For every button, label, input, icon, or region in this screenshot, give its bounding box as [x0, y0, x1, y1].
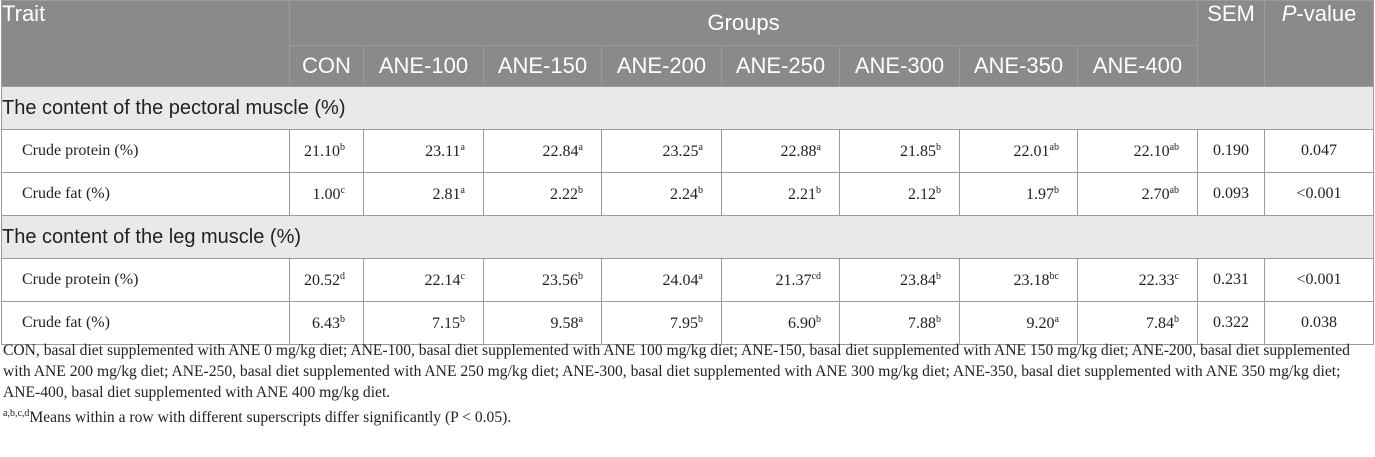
value-superscript: bc — [1049, 270, 1059, 282]
value-cell — [602, 302, 722, 345]
abbreviations-note: CON, basal diet supplemented with ANE 0 mg/kg diet; ANE-100, basal diet supplemented with ANE 100 mg/kg diet; ANE-150, basal diet supplemented with ANE 150 mg/kg diet; ANE-200, basal diet supplemented with ANE 200 mg/kg diet; ANE-250, basal diet supplemented with ANE 250 mg/kg diet; ANE-300, basal diet supplemented with ANE 300 mg/kg diet; ANE-350, basal diet supplemented with ANE 350 mg/kg diet; ANE-400, basal diet supplemented with ANE 400 mg/kg diet. — [3, 342, 1350, 401]
pvalue-cell: <0.001 — [1265, 259, 1374, 302]
value-number: 1.00 — [312, 185, 341, 203]
value-number: 6.43 — [312, 314, 340, 332]
value-cell — [602, 259, 722, 302]
value-superscript: b — [1174, 313, 1180, 325]
value-number: 7.88 — [908, 314, 936, 332]
pvalue-cell: 0.038 — [1265, 302, 1374, 345]
row-label: Crude fat (%) — [2, 173, 290, 216]
superscript-text: Means within a row with different superscripts differ significantly (P < 0.05). — [29, 409, 512, 426]
value-number: 23.11 — [425, 142, 461, 160]
section-row — [2, 87, 1374, 130]
footnotes — [3, 340, 1371, 428]
value-number: 22.88 — [780, 142, 817, 160]
value-cell — [602, 130, 722, 173]
pvalue-header — [1265, 1, 1374, 87]
value-number: 23.18 — [1013, 271, 1050, 289]
value-number: 2.81 — [432, 185, 461, 203]
value-number: 6.90 — [788, 314, 816, 332]
value-superscript: b — [698, 184, 703, 196]
value-number: 22.10 — [1133, 142, 1170, 160]
value-cell — [1078, 173, 1198, 216]
value-cell — [484, 259, 602, 302]
value-superscript: b — [936, 184, 941, 196]
value-number: 2.22 — [550, 185, 578, 203]
value-superscript: b — [698, 313, 703, 325]
sem-cell: 0.093 — [1198, 173, 1265, 216]
value-cell — [602, 173, 722, 216]
value-cell — [960, 130, 1078, 173]
value-number: 2.12 — [908, 185, 936, 203]
value-number: 22.14 — [424, 271, 461, 289]
value-cell — [722, 130, 840, 173]
value-superscript: a — [578, 141, 583, 153]
value-superscript: b — [936, 313, 941, 325]
value-number: 22.84 — [542, 142, 579, 160]
value-cell — [960, 302, 1078, 345]
value-number: 23.25 — [662, 142, 699, 160]
value-number: 7.15 — [432, 314, 460, 332]
value-cell — [840, 130, 960, 173]
value-number: 9.58 — [550, 314, 579, 332]
section-row — [2, 216, 1374, 259]
value-cell — [722, 259, 840, 302]
column-header-ane-400: ANE-400 — [1078, 46, 1198, 87]
value-cell — [840, 259, 960, 302]
table-body — [2, 87, 1374, 345]
column-header-ane-250: ANE-250 — [722, 46, 840, 87]
results-table — [1, 0, 1374, 345]
value-cell — [840, 173, 960, 216]
value-cell — [364, 173, 484, 216]
sem-cell: 0.231 — [1198, 259, 1265, 302]
row-label: Crude protein (%) — [2, 130, 290, 173]
value-number: 2.21 — [788, 185, 816, 203]
section-title: The content of the leg muscle (%) — [2, 216, 1374, 259]
value-superscript: ab — [1169, 184, 1180, 196]
value-cell — [484, 130, 602, 173]
value-cell — [484, 173, 602, 216]
row-label: Crude protein (%) — [2, 259, 290, 302]
column-header-con: CON — [290, 46, 364, 87]
value-superscript: ab — [1049, 141, 1059, 153]
pvalue-header-p: P — [1281, 1, 1297, 26]
value-number: 21.10 — [304, 142, 340, 160]
value-number: 7.95 — [670, 314, 698, 332]
value-number: 23.84 — [900, 271, 936, 289]
value-cell — [840, 302, 960, 345]
value-superscript: a — [1054, 313, 1059, 325]
trait-header: Trait — [2, 1, 290, 87]
section-title: The content of the pectoral muscle (%) — [2, 87, 1374, 130]
value-number: 24.04 — [662, 271, 699, 289]
value-superscript: b — [340, 313, 345, 325]
value-superscript: b — [460, 313, 465, 325]
value-superscript: b — [578, 270, 583, 282]
value-cell — [722, 173, 840, 216]
pvalue-cell: <0.001 — [1265, 173, 1374, 216]
value-cell — [364, 302, 484, 345]
row-label: Crude fat (%) — [2, 302, 290, 345]
table-row — [2, 173, 1374, 216]
column-header-ane-350: ANE-350 — [960, 46, 1078, 87]
value-superscript: b — [936, 270, 941, 282]
value-superscript: a — [816, 141, 821, 153]
value-number: 22.01 — [1013, 142, 1050, 160]
value-superscript: c — [340, 184, 345, 196]
value-superscript: b — [1054, 184, 1059, 196]
value-number: 23.56 — [542, 271, 578, 289]
value-superscript: ab — [1169, 141, 1180, 153]
value-superscript: a — [460, 184, 465, 196]
value-superscript: b — [936, 141, 941, 153]
value-cell — [290, 302, 364, 345]
column-header-ane-300: ANE-300 — [840, 46, 960, 87]
value-cell — [1078, 259, 1198, 302]
value-number: 2.70 — [1141, 185, 1170, 203]
value-superscript: a — [460, 141, 465, 153]
column-header-ane-150: ANE-150 — [484, 46, 602, 87]
value-cell — [290, 130, 364, 173]
value-cell — [484, 302, 602, 345]
sem-cell: 0.322 — [1198, 302, 1265, 345]
value-superscript: b — [340, 141, 345, 153]
groups-header: Groups — [290, 1, 1198, 46]
sem-cell: 0.190 — [1198, 130, 1265, 173]
value-cell — [722, 302, 840, 345]
value-superscript: c — [460, 270, 465, 282]
value-superscript: a — [698, 141, 703, 153]
value-number: 22.33 — [1138, 271, 1175, 289]
value-number: 21.85 — [900, 142, 936, 160]
value-cell — [1078, 302, 1198, 345]
table-row — [2, 130, 1374, 173]
superscript-note — [3, 403, 1371, 428]
column-header-ane-200: ANE-200 — [602, 46, 722, 87]
value-cell — [364, 259, 484, 302]
value-cell — [290, 259, 364, 302]
value-number: 20.52 — [304, 271, 340, 289]
value-superscript: a — [698, 270, 703, 282]
value-cell — [960, 259, 1078, 302]
value-number: 9.20 — [1026, 314, 1055, 332]
value-number: 2.24 — [670, 185, 698, 203]
table-row — [2, 302, 1374, 345]
header-row-1 — [2, 1, 1374, 46]
column-header-ane-100: ANE-100 — [364, 46, 484, 87]
value-cell — [1078, 130, 1198, 173]
pvalue-cell: 0.047 — [1265, 130, 1374, 173]
table-row — [2, 259, 1374, 302]
value-superscript: cd — [811, 270, 821, 282]
pvalue-header-suffix: -value — [1296, 1, 1357, 26]
value-superscript: a — [578, 313, 583, 325]
value-number: 7.84 — [1146, 314, 1175, 332]
sem-header: SEM — [1198, 1, 1265, 87]
value-number: 1.97 — [1026, 185, 1054, 203]
superscript-marker: a,b,c,d — [3, 408, 30, 419]
value-cell — [364, 130, 484, 173]
value-superscript: b — [816, 313, 821, 325]
value-superscript: b — [578, 184, 583, 196]
value-number: 21.37 — [775, 271, 812, 289]
value-superscript: b — [816, 184, 821, 196]
value-cell — [290, 173, 364, 216]
value-superscript: d — [340, 270, 345, 282]
value-superscript: c — [1174, 270, 1180, 282]
value-cell — [960, 173, 1078, 216]
